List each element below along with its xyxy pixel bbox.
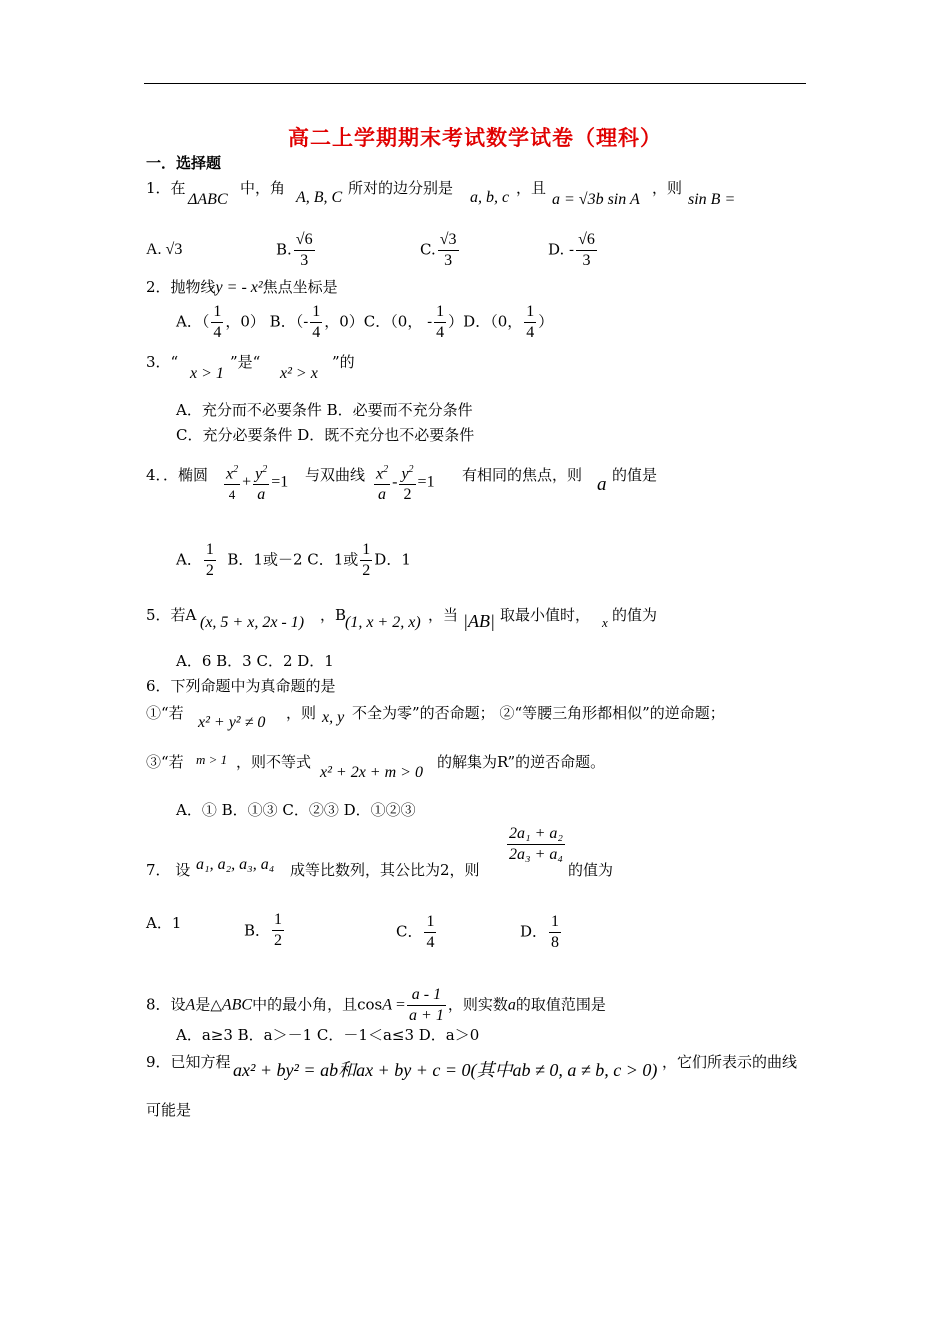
question-9-stem: 9．已知方程 [146,1053,231,1071]
question-2-stem: 2．抛物线y = - x²焦点坐标是 [146,278,338,296]
q5-ab: |AB| [463,611,495,631]
q4-text2: 有相同的焦点，则 [462,466,583,484]
question-8-stem: 8．设A是△ABC中的最小角，且cosA = $\frac{a - 1}{a + 1}$ ，则实数a的取值范围是 [146,986,606,1024]
q1-sides: a, b, c [470,189,510,206]
q5-text4: 的值为 [612,606,658,624]
q2-options: A．（ $\frac{1}{4}$ ，0） B．（- $\frac{1}{4}$ ，0）C．（0， - $\frac{1}{4}$ ）D．（0， $\frac{1}{4}$ ） [176,303,554,341]
q5-x: x [602,615,608,630]
q1-text2: 所对的边分别是 [348,179,454,197]
q1-ask: sin B = [688,191,736,208]
q6-statement-3: ③“若 [146,753,184,771]
q1-angles: A, B, C [296,189,343,206]
section-heading: 一．选择题 [146,154,222,172]
q7-option-c: C． $\frac{1}{4}$ [396,913,435,951]
question-6-stem: 6．下列命题中为真命题的是 [146,677,336,695]
q5-point-a: (x, 5 + x, 2x - 1) [200,614,305,631]
q1-text4: ，则 [652,179,683,197]
q1-option-b: B. $\frac{√6}{3}$ [276,231,313,269]
q1-option-a: A. √3 [146,241,183,258]
header-rule [144,83,806,84]
page-title: 高二上学期期末考试数学试卷（理科） [288,125,662,150]
q7-option-d: D． $\frac{1}{8}$ [520,913,560,951]
q6-m: m > 1 [196,752,228,767]
q9-text2: 可能是 [146,1101,192,1119]
q7-option-b: B． $\frac{1}{2}$ [244,911,283,949]
q4-text3: 的值是 [612,466,658,484]
q8-options: A．a≥3 B．a＞－1 C．－1＜a≤3 D．a＞0 [176,1026,480,1044]
q4-ellipse: $\frac{x^2}{4}$ + $\frac{y^2}{a}$ =1 [222,460,288,505]
q3-options-cd: C．充分必要条件 D．既不充分也不必要条件 [176,426,475,444]
q7-fraction: $\frac{\text{2a₁ + a₂}}{\text{2a₃ + a₄}}$ [509,825,563,863]
q6-text2c: 的解集为R”的逆否命题。 [437,753,606,771]
q9-text: ，它们所表示的曲线 [662,1053,798,1071]
q6-statement-1: ①“若 [146,704,184,722]
q6-options: A．① B．①③ C．②③ D．①②③ [176,801,416,819]
question-5-stem: 5．若A [146,606,197,624]
q7-option-a: A．1 [146,914,182,932]
question-7-stem: 7． 设 [146,861,191,879]
q1-option-d: D. - $\frac{√6}{3}$ [548,231,595,269]
q5-point-b: (1, x + 2, x) [345,614,421,631]
q6-text1: ，则 [286,704,317,722]
q7-text2: 的值为 [568,861,614,879]
q6-eq1: x² + y² ≠ 0 [198,714,266,731]
q6-text1c: 不全为零”的否命题； ②“等腰三角形都相似”的逆命题； [352,704,725,722]
question-3-stem: 3．“ [146,353,179,371]
q1-text: 中，角 [240,179,286,197]
q3-p: x > 1 [190,365,224,382]
q9-equation: ax² + by² = ab和ax + by + c = 0(其中ab ≠ 0, a ≠ b, c > 0) [233,1060,658,1080]
q3-q: x² > x [280,365,318,382]
q6-eq2: x² + 2x + m > 0 [320,764,423,781]
q4-options: A． $\frac{1}{2}$ B．1或－2 C．1或 $\frac{1}{2}$ D．1 [176,541,411,579]
q4-a: a [597,474,607,495]
q5-text2: ，当 [428,606,459,624]
q1-text3: ，且 [516,179,547,197]
q5-options: A．6 B．3 C．2 D．1 [176,652,334,670]
question-1-stem: 1．在 [146,179,186,197]
q5-text3: 取最小值时， [500,606,591,624]
q6-text2: ，则不等式 [236,753,312,771]
q5-text: ，B [320,606,347,624]
q4-hyperbola: $\frac{x^2}{a}$ - $\frac{y^2}{2}$ =1 [372,460,435,505]
q3-text2: ”的 [332,353,355,371]
q3-text: ”是“ [230,353,261,371]
q4-text: 与双曲线 [305,466,366,484]
q6-xy: x, y [322,709,345,726]
q1-condition: a = √3b sin A [552,191,640,208]
q1-triangle: ΔABC [188,191,228,208]
q7-sequence: a₁, a₂, a₃, a₄ [196,856,275,873]
q1-option-c: C. $\frac{√3}{3}$ [420,231,457,269]
q7-text: 成等比数列，其公比为2，则 [290,861,480,879]
question-4-stem: 4．．椭圆 [146,466,209,484]
q3-options-ab: A．充分而不必要条件 B．必要而不充分条件 [176,401,473,419]
